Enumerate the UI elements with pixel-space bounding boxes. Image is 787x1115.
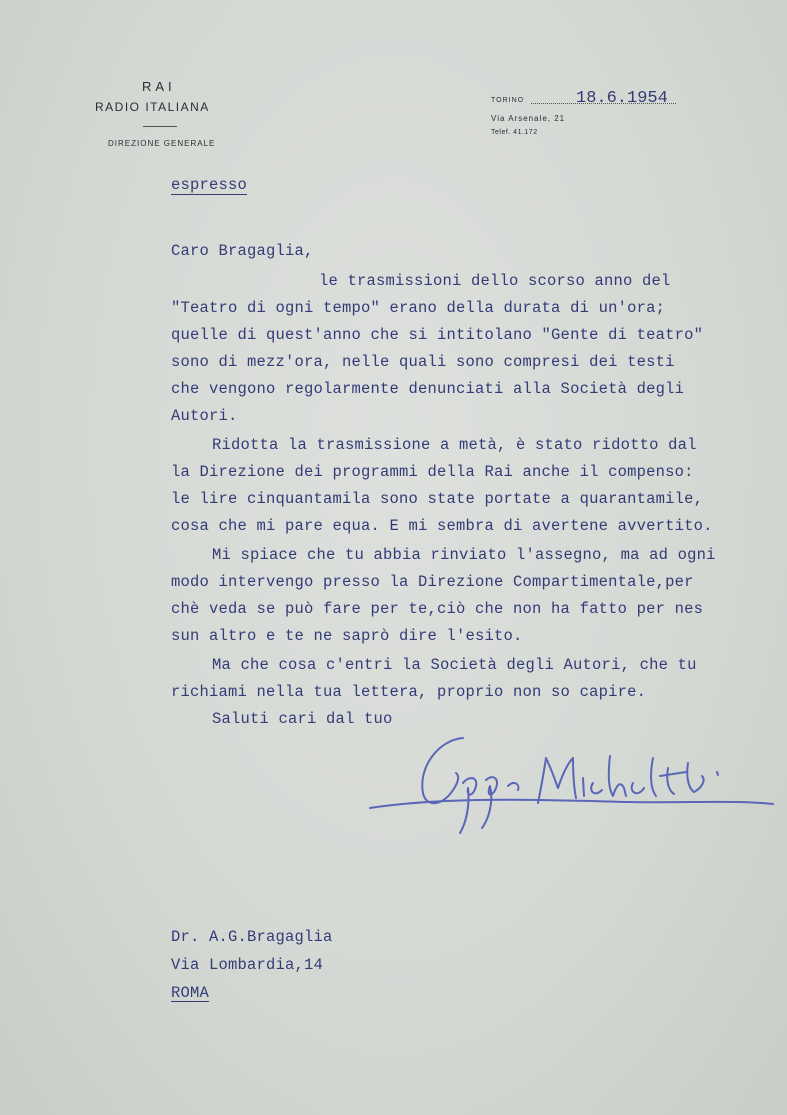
body-line: sono di mezz'ora, nelle quali sono compresi dei testi [171,353,675,371]
body-line: "Teatro di ogni tempo" erano della durata di un'ora; [171,299,666,317]
body-line: le trasmissioni dello scorso anno del [319,272,671,290]
recipient-city: ROMA [171,984,210,1002]
body-line: Mi spiace che tu abbia rinviato l'assegno, ma ad ogni [212,546,716,564]
letterhead-rule [143,126,177,127]
city-label: TORINO [491,97,525,104]
body-line: quelle di quest'anno che si intitolano "Gente di teatro" [171,326,704,344]
body-line: le lire cinquantamila sono state portate a quarantamile, [171,490,704,508]
body-line: cosa che mi pare equa. E mi sembra di avertene avvertito. [171,517,713,535]
body-line: Autori. [171,407,238,425]
letterhead-brand: RAI [142,79,176,94]
body-line: modo intervengo presso la Direzione Compartimentale,per [171,573,694,591]
body-line: Ma che cosa c'entri la Società degli Autori, che tu [212,656,697,674]
delivery-note: espresso [171,176,248,194]
handwritten-signature-image [368,728,778,838]
body-line: sun altro e te ne saprò dire l'esito. [171,627,523,645]
recipient-name: Dr. A.G.Bragaglia [171,928,333,946]
recipient-street: Via Lombardia,14 [171,956,324,974]
body-line: che vengono regolarmente denunciati alla Società degli [171,380,685,398]
body-line: richiami nella tua lettera, proprio non so capire. [171,683,647,701]
letterhead-name: RADIO ITALIANA [95,100,210,114]
letterhead-department: DIREZIONE GENERALE [108,139,216,148]
salutation: Caro Bragaglia, [171,242,314,260]
body-line: chè veda se può fare per te,ciò che non ha fatto per nes [171,600,704,618]
body-line: la Direzione dei programmi della Rai anche il compenso: [171,463,694,481]
closing-line: Saluti cari dal tuo [212,710,393,728]
letterhead-phone: Telef. 41.172 [491,129,538,136]
letter-date: 18.6.1954 [576,89,668,108]
letterhead-address: Via Arsenale, 21 [491,114,566,123]
body-line: Ridotta la trasmissione a metà, è stato ridotto dal [212,436,697,454]
